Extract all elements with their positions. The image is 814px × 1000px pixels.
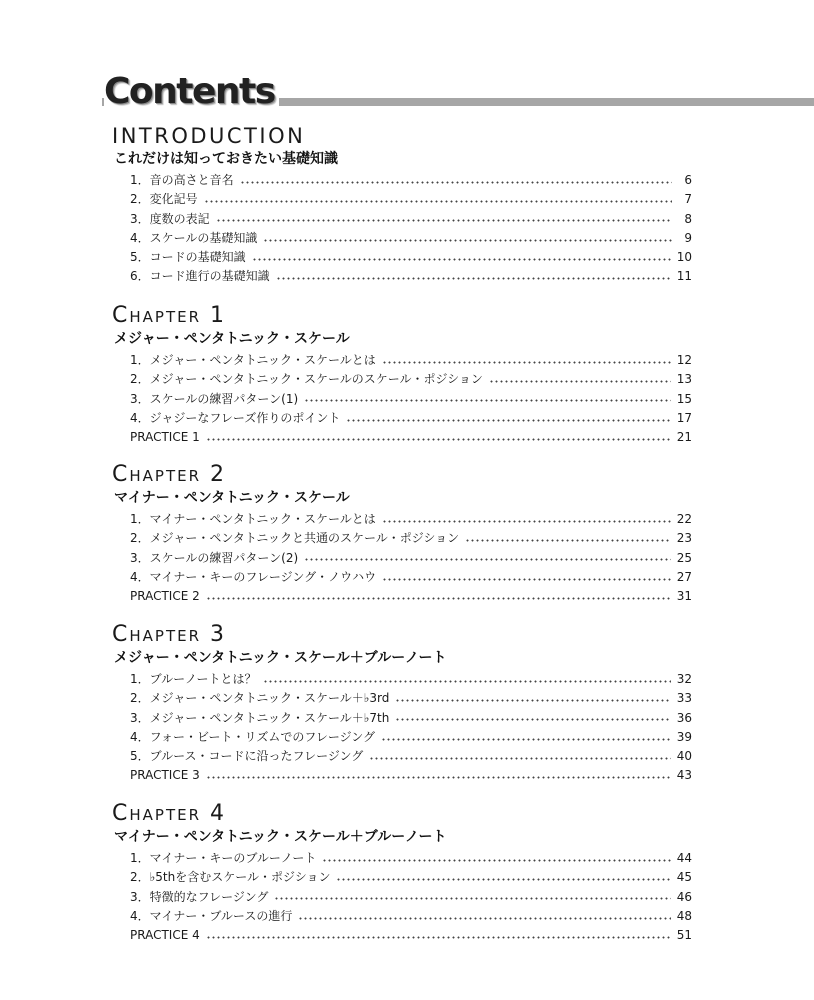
entry-label: 3．スケールの練習パターン(1) (130, 391, 299, 406)
dot-leader (240, 181, 672, 184)
toc-entry[interactable] (130, 171, 692, 190)
toc-entry[interactable] (130, 888, 692, 907)
section-subtitle: マイナー・ペンタトニック・スケール＋ブルーノート (114, 829, 447, 845)
section-heading: Chapter 3 (112, 622, 226, 647)
entry-page: 15 (676, 391, 692, 406)
toc-entries (130, 510, 692, 606)
page-header (102, 70, 814, 110)
toc-entries (130, 171, 692, 287)
entry-page: 40 (676, 749, 692, 764)
entry-page: 45 (676, 870, 692, 885)
toc-entry[interactable] (130, 409, 692, 428)
dot-leader (336, 878, 670, 881)
entry-label: 1．マイナー・キーのブルーノート (130, 851, 317, 865)
toc-entry[interactable] (130, 351, 692, 370)
toc-entry[interactable] (130, 190, 692, 209)
entry-label: 2．メジャー・ペンタトニック・スケール＋♭3rd (130, 691, 390, 706)
dot-leader (489, 380, 671, 383)
entry-label: 3．スケールの練習パターン(2) (130, 550, 299, 565)
entry-page: 32 (676, 672, 692, 686)
entry-label: 3．度数の表記 (130, 211, 210, 226)
entry-page: 11 (676, 269, 692, 284)
toc-entry[interactable] (130, 766, 692, 785)
entry-label: 4．マイナー・キーのフレージング・ノウハウ (130, 569, 377, 584)
entry-label: 6．コード進行の基礎知識 (130, 269, 270, 284)
dot-leader (369, 757, 670, 760)
entry-label: 3．メジャー・ペンタトニック・スケール＋♭7th (130, 710, 390, 725)
entry-label: 1．音の高さと音名 (130, 173, 234, 187)
toc-entry[interactable] (130, 568, 692, 587)
section-chapter-4 (112, 803, 692, 945)
entry-page: 10 (676, 250, 692, 265)
entry-page: 23 (676, 531, 692, 546)
entry-label: 2．♭5thを含むスケール・ポジション (130, 870, 331, 885)
entry-label: 4．ジャジーなフレーズ作りのポイント (130, 410, 341, 425)
section-heading: Chapter 1 (112, 303, 226, 328)
dot-leader (216, 219, 672, 222)
toc-entry[interactable] (130, 229, 692, 248)
entry-page: 44 (676, 851, 692, 865)
dot-leader (252, 258, 671, 261)
dot-leader (395, 718, 670, 721)
entry-page: 8 (684, 211, 692, 226)
toc-entry[interactable] (130, 549, 692, 568)
entry-label: 1．マイナー・ペンタトニック・スケールとは (130, 512, 376, 526)
entry-page: 36 (676, 710, 692, 725)
entry-page: 17 (676, 410, 692, 425)
entry-label: 1．メジャー・ペンタトニック・スケールとは (130, 353, 376, 367)
section-introduction (112, 125, 692, 287)
entry-label: 2．メジャー・ペンタトニック・スケールのスケール・ポジション (130, 372, 483, 387)
entry-label: PRACTICE 4 (130, 928, 200, 943)
toc-entry[interactable] (130, 370, 692, 389)
entry-page: 9 (684, 230, 692, 245)
section-chapter-2 (112, 464, 692, 606)
entry-label: 5．コードの基礎知識 (130, 250, 246, 265)
toc-entries (130, 670, 692, 786)
dot-leader (382, 361, 671, 364)
toc-entry[interactable] (130, 689, 692, 708)
dot-leader (304, 558, 671, 561)
dot-leader (206, 776, 671, 779)
section-heading: Chapter 2 (112, 462, 226, 487)
section-subtitle: メジャー・ペンタトニック・スケール (114, 331, 350, 347)
entry-label: 1．ブルーノートとは？ (130, 672, 257, 686)
section-subtitle: マイナー・ペンタトニック・スケール (114, 490, 350, 506)
toc-entry[interactable] (130, 587, 692, 606)
dot-leader (381, 738, 671, 741)
entry-page: 13 (676, 372, 692, 387)
page-title: Contents (104, 72, 279, 112)
entry-page: 7 (684, 192, 692, 207)
entry-label: PRACTICE 2 (130, 589, 200, 604)
toc-entry[interactable] (130, 728, 692, 747)
section-chapter-1 (112, 305, 692, 447)
entry-label: PRACTICE 1 (130, 430, 200, 445)
entry-page: 33 (676, 691, 692, 706)
dot-leader (274, 897, 670, 900)
section-subtitle: メジャー・ペンタトニック・スケール＋ブルーノート (114, 650, 447, 666)
section-chapter-3 (112, 624, 692, 786)
dot-leader (298, 917, 670, 920)
entry-page: 43 (676, 768, 692, 783)
dot-leader (206, 597, 671, 600)
section-heading: Chapter 4 (112, 801, 226, 826)
entry-label: PRACTICE 3 (130, 768, 200, 783)
entry-page: 22 (676, 512, 692, 526)
toc-entry[interactable] (130, 926, 692, 945)
entry-label: 4．マイナー・ブルースの進行 (130, 908, 293, 923)
entry-page: 25 (676, 550, 692, 565)
toc-entry[interactable] (130, 248, 692, 267)
entry-page: 6 (684, 173, 692, 187)
toc-entry[interactable] (130, 670, 692, 689)
entry-label: 5．ブルース・コードに沿ったフレージング (130, 749, 364, 764)
toc-entry[interactable] (130, 210, 692, 229)
entry-page: 27 (676, 569, 692, 584)
entry-page: 48 (676, 908, 692, 923)
entry-page: 46 (676, 889, 692, 904)
toc-entries (130, 351, 692, 447)
toc-entry[interactable] (130, 510, 692, 529)
toc-entry[interactable] (130, 709, 692, 728)
dot-leader (206, 438, 671, 441)
dot-leader (382, 520, 671, 523)
dot-leader (263, 239, 672, 242)
toc-entry[interactable] (130, 907, 692, 926)
entry-label: 2．メジャー・ペンタトニックと共通のスケール・ポジション (130, 531, 460, 546)
dot-leader (263, 680, 671, 683)
toc-entry[interactable] (130, 868, 692, 887)
dot-leader (304, 399, 671, 402)
entry-page: 51 (676, 928, 692, 943)
toc-entry[interactable] (130, 529, 692, 548)
entry-page: 31 (676, 589, 692, 604)
section-subtitle: これだけは知っておきたい基礎知識 (114, 151, 338, 167)
toc-entry[interactable] (130, 390, 692, 409)
entry-label: 2．変化記号 (130, 192, 198, 207)
entry-page: 39 (676, 729, 692, 744)
dot-leader (204, 200, 672, 203)
dot-leader (206, 936, 671, 939)
dot-leader (276, 277, 671, 280)
toc-entry[interactable] (130, 849, 692, 868)
section-heading: INTRODUCTION (112, 124, 306, 148)
entry-page: 21 (676, 430, 692, 445)
dot-leader (395, 699, 670, 702)
toc-entry[interactable] (130, 747, 692, 766)
dot-leader (465, 539, 671, 542)
entry-label: 4．フォー・ビート・リズムでのフレージング (130, 729, 376, 744)
dot-leader (346, 419, 670, 422)
entry-label: 3．特徴的なフレージング (130, 889, 269, 904)
toc-entry[interactable] (130, 428, 692, 447)
entry-page: 12 (676, 353, 692, 367)
toc-entry[interactable] (130, 267, 692, 286)
dot-leader (382, 578, 671, 581)
dot-leader (322, 859, 670, 862)
toc-entries (130, 849, 692, 945)
entry-label: 4．スケールの基礎知識 (130, 230, 258, 245)
